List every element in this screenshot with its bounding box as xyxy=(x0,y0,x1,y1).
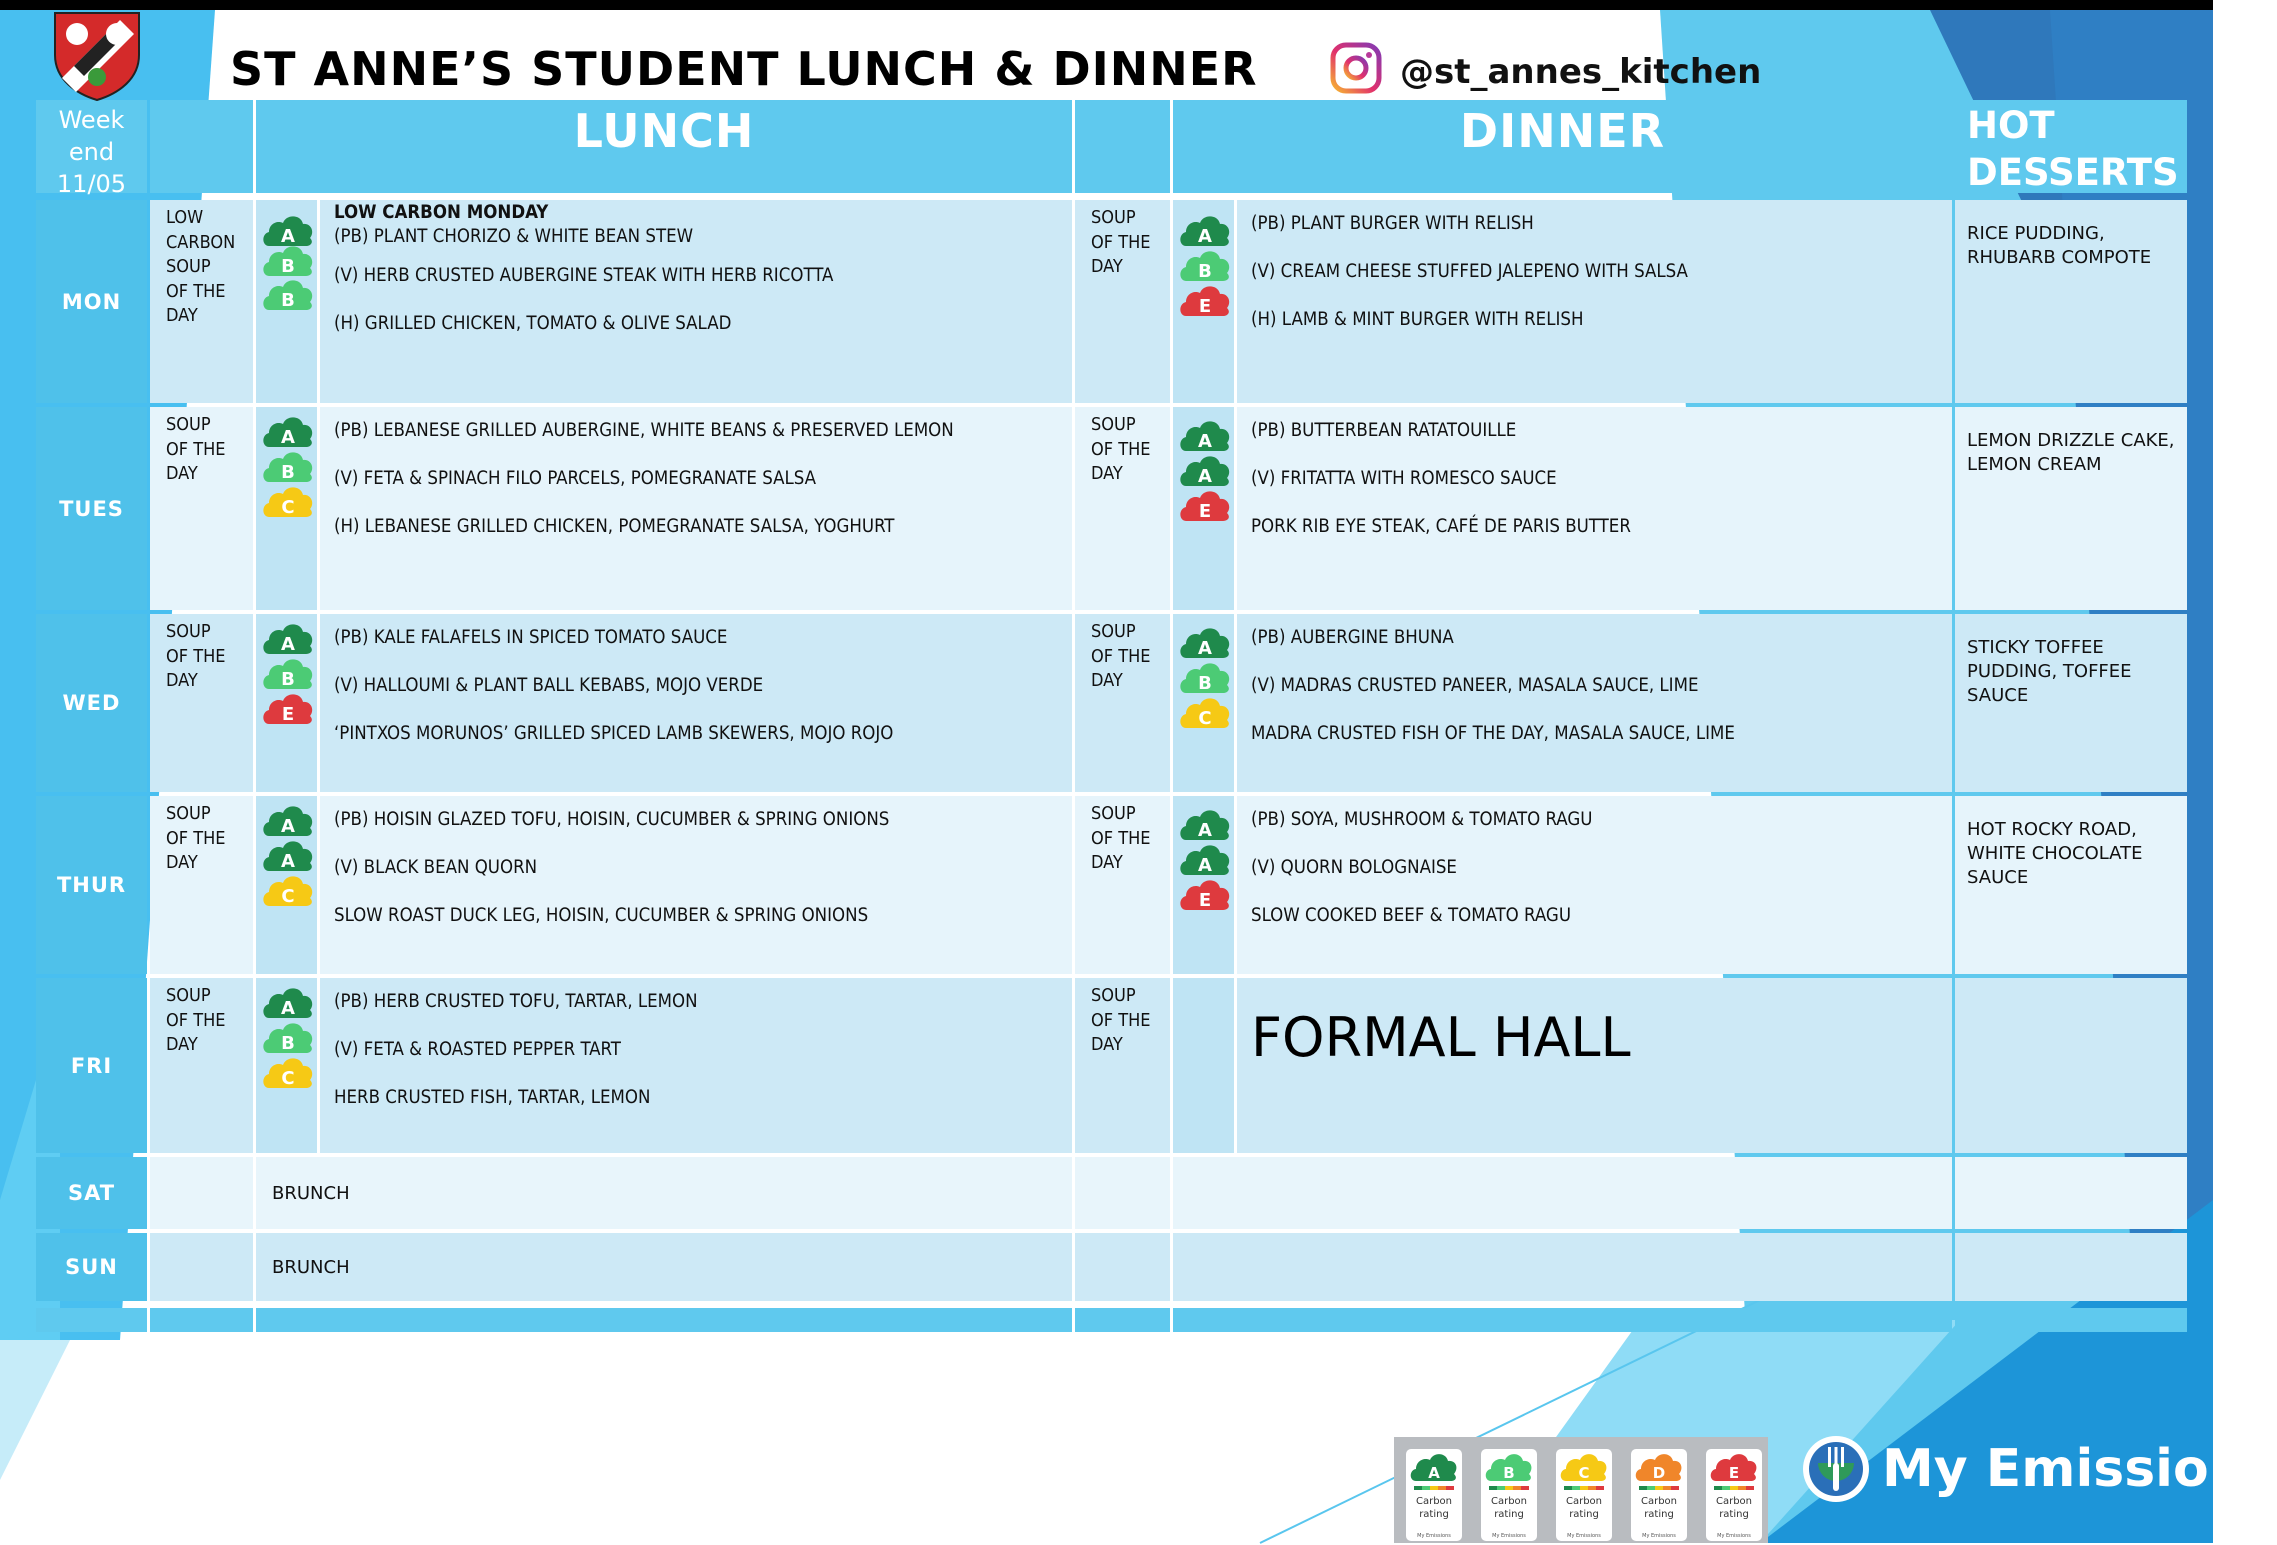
lunch-ratings-cell xyxy=(256,614,317,792)
footer-strip-cell xyxy=(150,1308,253,1332)
card-footer: My Emissions xyxy=(1717,1533,1751,1539)
lunch-dish: (PB) LEBANESE GRILLED AUBERGINE, WHITE BEANS & PRESERVED LEMON xyxy=(334,420,954,441)
rating-letter: C xyxy=(281,1068,295,1089)
card-footer: My Emissions xyxy=(1567,1533,1601,1539)
college-crest-icon xyxy=(52,10,142,102)
lunch-dishes-cell xyxy=(320,200,1072,403)
soup-line: SOUP xyxy=(166,621,211,642)
carbon-rating-badge xyxy=(1178,694,1232,730)
lunch-ratings-cell xyxy=(256,407,317,610)
lunch-soup-cell xyxy=(150,796,253,974)
carbon-rating-badge xyxy=(261,872,315,908)
dinner-dish: (PB) SOYA, MUSHROOM & TOMATO RAGU xyxy=(1251,809,1593,830)
card-label: rating xyxy=(1419,1509,1449,1520)
day-label-thur xyxy=(36,796,147,974)
carbon-rating-badge xyxy=(261,690,315,726)
top-black-bar xyxy=(0,0,2213,10)
soup-line: CARBON xyxy=(166,231,236,253)
day-label-sat xyxy=(36,1157,147,1229)
week-end-label: 11/05 xyxy=(56,170,127,198)
carbon-rating-badge xyxy=(1178,282,1232,318)
instagram-handle[interactable]: @st_annes_kitchen xyxy=(1400,52,1762,92)
dinner-soup-cell xyxy=(1075,614,1170,792)
carbon-rating-legend xyxy=(1394,1437,1768,1543)
lunch-soup-cell xyxy=(150,200,253,403)
rating-letter: C xyxy=(1198,708,1212,729)
soup-line: OF THE xyxy=(1091,438,1151,460)
week-end-label: end xyxy=(68,138,115,166)
carbon-rating-badge xyxy=(261,1019,315,1055)
dinner-ratings-cell xyxy=(1173,407,1234,610)
rating-letter: A xyxy=(281,998,295,1019)
dinner-dish: (V) MADRAS CRUSTED PANEER, MASALA SAUCE, LIME xyxy=(1251,675,1699,696)
footer-strip-cell xyxy=(1955,1308,2187,1332)
rating-letter: A xyxy=(1198,820,1212,841)
dinner-soup-cell xyxy=(1075,978,1170,1153)
dessert-line: RHUBARB COMPOTE xyxy=(1967,247,2152,268)
weekend-dessert-cell xyxy=(1955,1233,2187,1301)
dessert-cell xyxy=(1955,200,2187,403)
lunch-dish: (V) FETA & SPINACH FILO PARCELS, POMEGRANATE SALSA xyxy=(334,468,817,489)
menu-table xyxy=(36,100,2190,1334)
soup-line: OF THE xyxy=(166,1009,226,1031)
day-name: FRI xyxy=(70,1053,113,1078)
rating-letter: B xyxy=(1503,1464,1515,1482)
dessert-cell xyxy=(1955,978,2187,1153)
dinner-dishes-cell xyxy=(1237,200,1952,403)
hot-desserts-header xyxy=(1955,100,2187,193)
dinner-dish: (H) LAMB & MINT BURGER WITH RELISH xyxy=(1251,309,1584,330)
lunch-dishes-cell xyxy=(320,614,1072,792)
soup-line: OF THE xyxy=(1091,1009,1151,1031)
header-blank xyxy=(1075,100,1170,193)
soup-line: DAY xyxy=(166,1034,198,1055)
carbon-rating-badge xyxy=(261,655,315,691)
day-name: THUR xyxy=(56,873,127,897)
carbon-rating-badge xyxy=(1178,212,1232,248)
dinner-soup-cell xyxy=(1075,796,1170,974)
hot-desserts-label: DESSERTS xyxy=(1967,151,2179,194)
hot-desserts-label: HOT xyxy=(1967,104,2055,147)
footer-strip-cell xyxy=(1075,1308,1170,1332)
soup-line: SOUP xyxy=(1091,621,1136,642)
soup-line: SOUP xyxy=(1091,207,1136,228)
lunch-ratings-cell xyxy=(256,796,317,974)
rating-letter: E xyxy=(1198,296,1212,317)
dessert-line: RICE PUDDING, xyxy=(1967,223,2105,244)
dinner-ratings-cell xyxy=(1173,200,1234,403)
lunch-dish: (V) HERB CRUSTED AUBERGINE STEAK WITH HERB RICOTTA xyxy=(334,265,834,286)
lunch-dish: HERB CRUSTED FISH, TARTAR, LEMON xyxy=(334,1087,651,1108)
brunch-label: BRUNCH xyxy=(272,1256,350,1278)
rating-letter: A xyxy=(281,851,295,872)
dinner-dish: (PB) BUTTERBEAN RATATOUILLE xyxy=(1251,420,1517,441)
card-label: Carbon xyxy=(1490,1496,1528,1507)
instagram-icon[interactable] xyxy=(1330,42,1382,94)
dinner-dish: (PB) AUBERGINE BHUNA xyxy=(1251,627,1454,648)
lunch-ratings-cell xyxy=(256,200,317,403)
my-emissions-brand xyxy=(1800,1433,2277,1505)
rating-letter: B xyxy=(281,1033,295,1054)
carbon-rating-badge xyxy=(261,984,315,1020)
lunch-dishes-cell xyxy=(320,796,1072,974)
carbon-rating-badge xyxy=(261,620,315,656)
lunch-soup-cell xyxy=(150,978,253,1153)
day-label-wed xyxy=(36,614,147,792)
lunch-dishes-cell xyxy=(320,407,1072,610)
day-label-mon xyxy=(36,200,147,403)
footer-strip-cell xyxy=(256,1308,1072,1332)
rating-letter: B xyxy=(1198,673,1212,694)
card-label: rating xyxy=(1494,1509,1524,1520)
card-label: Carbon xyxy=(1715,1496,1753,1507)
carbon-rating-badge xyxy=(1178,417,1232,453)
lunch-soup-cell xyxy=(150,614,253,792)
rating-letter: C xyxy=(1578,1464,1590,1482)
carbon-rating-badge xyxy=(261,242,315,278)
lunch-dish: (PB) KALE FALAFELS IN SPICED TOMATO SAUCE xyxy=(334,627,728,648)
page-title: ST ANNE’S STUDENT LUNCH & DINNER xyxy=(230,42,1258,96)
carbon-rating-badge xyxy=(1178,452,1232,488)
lunch-dish: ‘PINTXOS MORUNOS’ GRILLED SPICED LAMB SKEWERS, MOJO ROJO xyxy=(334,723,894,744)
rating-letter: A xyxy=(1198,431,1212,452)
header-blank xyxy=(150,100,253,193)
card-label: rating xyxy=(1569,1509,1599,1520)
dinner-dish: (V) CREAM CHEESE STUFFED JALEPENO WITH SALSA xyxy=(1251,261,1688,282)
weekend-dinner-cell xyxy=(1173,1157,1952,1229)
rating-letter: B xyxy=(1198,261,1212,282)
card-label: Carbon xyxy=(1640,1496,1678,1507)
rating-letter: B xyxy=(281,669,295,690)
dinner-dish: (V) FRITATTA WITH ROMESCO SAUCE xyxy=(1251,468,1557,489)
carbon-rating-card-graphic xyxy=(1706,1449,1762,1541)
lunch-dish: SLOW ROAST DUCK LEG, HOISIN, CUCUMBER & SPRING ONIONS xyxy=(334,905,869,926)
card-footer: My Emissions xyxy=(1492,1533,1526,1539)
carbon-rating-badge xyxy=(261,837,315,873)
footer-strip-cell xyxy=(36,1308,147,1332)
dinner-dish: (PB) PLANT BURGER WITH RELISH xyxy=(1251,213,1534,234)
carbon-rating-card-graphic xyxy=(1406,1449,1462,1541)
dessert-cell xyxy=(1955,796,2187,974)
carbon-rating-badge xyxy=(1178,876,1232,912)
day-name: SUN xyxy=(65,1255,118,1279)
soup-line: SOUP xyxy=(166,985,211,1006)
weekend-dessert-cell xyxy=(1955,1157,2187,1229)
dinner-ratings-cell xyxy=(1173,978,1234,1153)
carbon-rating-card xyxy=(1556,1449,1612,1541)
carbon-rating-badge xyxy=(261,802,315,838)
carbon-rating-badge xyxy=(1178,247,1232,283)
day-name: TUES xyxy=(59,496,124,521)
soup-line: LOW xyxy=(166,207,204,228)
soup-line: SOUP xyxy=(1091,803,1136,824)
rating-letter: A xyxy=(281,634,295,655)
day-name: SAT xyxy=(67,1181,116,1205)
formal-hall-label: FORMAL HALL xyxy=(1251,1006,1631,1069)
carbon-rating-card-graphic xyxy=(1556,1449,1612,1541)
carbon-rating-badge xyxy=(261,1054,315,1090)
dinner-dish: MADRA CRUSTED FISH OF THE DAY, MASALA SAUCE, LIME xyxy=(1251,723,1735,744)
soup-line: DAY xyxy=(1091,852,1123,873)
soup-line: SOUP xyxy=(166,256,211,277)
carbon-rating-badge xyxy=(261,413,315,449)
soup-line: SOUP xyxy=(166,414,211,435)
carbon-rating-badge xyxy=(261,276,315,312)
soup-line: SOUP xyxy=(1091,414,1136,435)
carbon-rating-card xyxy=(1406,1449,1462,1541)
dinner-dish: SLOW COOKED BEEF & TOMATO RAGU xyxy=(1251,905,1572,926)
dinner-dish: PORK RIB EYE STEAK, CAFÉ DE PARIS BUTTER xyxy=(1251,516,1631,537)
lunch-dish: (V) BLACK BEAN QUORN xyxy=(334,857,538,878)
dessert-cell xyxy=(1955,614,2187,792)
rating-letter: A xyxy=(1428,1464,1440,1482)
dinner-title: DINNER xyxy=(1459,104,1666,158)
lunch-dish: (H) LEBANESE GRILLED CHICKEN, POMEGRANATE SALSA, YOGHURT xyxy=(334,516,895,537)
rating-letter: D xyxy=(1652,1464,1666,1482)
rating-letter: B xyxy=(281,290,295,311)
dinner-dishes-cell xyxy=(1237,978,1952,1153)
soup-line: OF THE xyxy=(166,827,226,849)
brand-name: My Emissions xyxy=(1882,1439,2277,1499)
rating-letter: A xyxy=(281,816,295,837)
weekend-lunch-cell xyxy=(256,1233,1072,1301)
lunch-ratings-cell xyxy=(256,978,317,1153)
dinner-ratings-cell xyxy=(1173,614,1234,792)
day-label-fri xyxy=(36,978,147,1153)
rating-letter: C xyxy=(281,886,295,907)
dessert-line: STICKY TOFFEE xyxy=(1967,637,2104,658)
weekend-lunch-cell xyxy=(256,1157,1072,1229)
lunch-soup-cell xyxy=(150,407,253,610)
rating-letter: E xyxy=(281,704,295,725)
dessert-cell xyxy=(1955,407,2187,610)
soup-line: OF THE xyxy=(1091,827,1151,849)
weekend-dinner-cell xyxy=(1173,1233,1952,1301)
rating-letter: A xyxy=(281,226,295,247)
lunch-dishes-cell xyxy=(320,978,1072,1153)
rating-letter: A xyxy=(1198,226,1212,247)
carbon-rating-badge xyxy=(1178,624,1232,660)
brunch-label: BRUNCH xyxy=(272,1182,350,1204)
lunch-dish: (V) HALLOUMI & PLANT BALL KEBABS, MOJO VERDE xyxy=(334,675,764,696)
lunch-heading: LOW CARBON MONDAY xyxy=(334,202,549,223)
lunch-header xyxy=(256,100,1072,193)
dessert-line: SAUCE xyxy=(1967,685,2029,706)
week-end-header xyxy=(36,100,147,198)
dinner-dishes-cell xyxy=(1237,796,1952,974)
rating-letter: C xyxy=(281,497,295,518)
rating-letter: E xyxy=(1198,501,1212,522)
weekend-blank xyxy=(150,1233,253,1301)
rating-letter: E xyxy=(1198,890,1212,911)
carbon-rating-badge xyxy=(1178,659,1232,695)
dinner-ratings-cell xyxy=(1173,796,1234,974)
soup-line: OF THE xyxy=(1091,231,1151,253)
day-name: MON xyxy=(61,289,122,314)
lunch-dish: (H) GRILLED CHICKEN, TOMATO & OLIVE SALAD xyxy=(334,313,732,334)
lunch-dish: (V) FETA & ROASTED PEPPER TART xyxy=(334,1039,621,1060)
card-label: Carbon xyxy=(1415,1496,1453,1507)
card-footer: My Emissions xyxy=(1642,1533,1676,1539)
dinner-soup-cell xyxy=(1075,200,1170,403)
card-footer: My Emissions xyxy=(1417,1533,1451,1539)
dessert-line: HOT ROCKY ROAD, xyxy=(1967,819,2137,840)
soup-line: DAY xyxy=(166,305,198,326)
soup-line: DAY xyxy=(1091,256,1123,277)
carbon-rating-card-graphic xyxy=(1481,1449,1537,1541)
soup-line: DAY xyxy=(1091,463,1123,484)
soup-line: OF THE xyxy=(166,280,226,302)
rating-letter: B xyxy=(281,256,295,277)
soup-line: OF THE xyxy=(166,438,226,460)
rating-letter: A xyxy=(1198,855,1212,876)
weekend-blank xyxy=(1075,1157,1170,1229)
day-label-sun xyxy=(36,1233,147,1301)
rating-letter: A xyxy=(281,427,295,448)
soup-line: DAY xyxy=(166,463,198,484)
carbon-rating-card xyxy=(1481,1449,1537,1541)
dinner-soup-cell xyxy=(1075,407,1170,610)
dessert-line: SAUCE xyxy=(1967,867,2029,888)
my-emissions-logo-icon xyxy=(1800,1433,1872,1505)
soup-line: DAY xyxy=(166,852,198,873)
week-end-label: Week xyxy=(58,106,125,134)
weekend-blank xyxy=(150,1157,253,1229)
dessert-line: LEMON DRIZZLE CAKE, xyxy=(1967,430,2175,451)
card-label: rating xyxy=(1719,1509,1749,1520)
lunch-dish: (PB) PLANT CHORIZO & WHITE BEAN STEW xyxy=(334,226,694,247)
rating-letter: A xyxy=(1198,466,1212,487)
soup-line: DAY xyxy=(1091,1034,1123,1055)
carbon-rating-card-graphic xyxy=(1631,1449,1687,1541)
day-label-tues xyxy=(36,407,147,610)
carbon-rating-badge xyxy=(1178,487,1232,523)
dessert-line: PUDDING, TOFFEE xyxy=(1967,661,2132,682)
dinner-dish: (V) QUORN BOLOGNAISE xyxy=(1251,857,1457,878)
carbon-rating-badge xyxy=(261,483,315,519)
carbon-rating-badge xyxy=(261,448,315,484)
lunch-dish: (PB) HERB CRUSTED TOFU, TARTAR, LEMON xyxy=(334,991,698,1012)
footer-strip-cell xyxy=(1173,1308,1952,1332)
dessert-line: WHITE CHOCOLATE xyxy=(1967,843,2143,864)
rating-letter: B xyxy=(281,462,295,483)
soup-line: DAY xyxy=(166,670,198,691)
dinner-dishes-cell xyxy=(1237,407,1952,610)
soup-line: OF THE xyxy=(166,645,226,667)
soup-line: SOUP xyxy=(1091,985,1136,1006)
carbon-rating-badge xyxy=(1178,841,1232,877)
soup-line: DAY xyxy=(1091,670,1123,691)
dessert-line: LEMON CREAM xyxy=(1967,454,2102,475)
lunch-dish: (PB) HOISIN GLAZED TOFU, HOISIN, CUCUMBER & SPRING ONIONS xyxy=(334,809,890,830)
soup-line: SOUP xyxy=(166,803,211,824)
rating-letter: E xyxy=(1728,1464,1740,1482)
rating-letter: A xyxy=(1198,638,1212,659)
lunch-title: LUNCH xyxy=(573,104,755,158)
dinner-dishes-cell xyxy=(1237,614,1952,792)
soup-line: OF THE xyxy=(1091,645,1151,667)
card-label: Carbon xyxy=(1565,1496,1603,1507)
weekend-blank xyxy=(1075,1233,1170,1301)
carbon-rating-card xyxy=(1706,1449,1762,1541)
carbon-rating-card xyxy=(1631,1449,1687,1541)
card-label: rating xyxy=(1644,1509,1674,1520)
carbon-rating-badge xyxy=(1178,806,1232,842)
day-name: WED xyxy=(62,691,121,715)
dinner-header xyxy=(1173,100,1952,193)
